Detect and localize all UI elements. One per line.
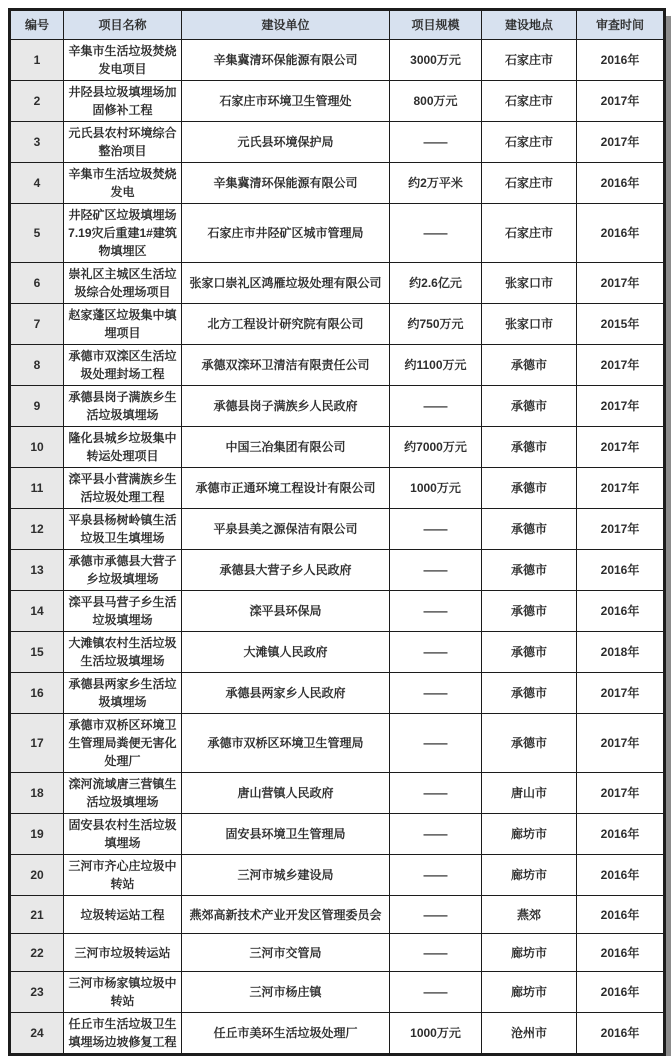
- cell-date: 2016年: [577, 163, 665, 204]
- cell-date: 2016年: [577, 591, 665, 632]
- header-unit: 建设单位: [182, 10, 390, 40]
- cell-id: 13: [10, 550, 64, 591]
- cell-name: 井陉县垃圾填埋场加固修补工程: [64, 81, 182, 122]
- cell-date: 2016年: [577, 204, 665, 263]
- cell-unit: 张家口崇礼区鸿雁垃圾处理有限公司: [182, 263, 390, 304]
- table-row: [10, 304, 665, 345]
- cell-id: 7: [10, 304, 64, 345]
- cell-scale: ——: [390, 550, 482, 591]
- cell-location: 承德市: [482, 386, 577, 427]
- projects-table: [8, 8, 666, 1056]
- cell-unit: 石家庄市井陉矿区城市管理局: [182, 204, 390, 263]
- cell-date: 2017年: [577, 714, 665, 773]
- cell-name: 崇礼区主城区生活垃圾综合处理场项目: [64, 263, 182, 304]
- cell-name: 固安县农村生活垃圾填埋场: [64, 814, 182, 855]
- cell-name: 承德县岗子满族乡生活垃圾填埋场: [64, 386, 182, 427]
- cell-unit: 三河市杨庄镇: [182, 972, 390, 1013]
- cell-name: 承德县两家乡生活垃圾填埋场: [64, 673, 182, 714]
- cell-unit: 唐山营镇人民政府: [182, 773, 390, 814]
- cell-location: 承德市: [482, 468, 577, 509]
- cell-location: 承德市: [482, 427, 577, 468]
- cell-id: 4: [10, 163, 64, 204]
- header-name: 项目名称: [64, 10, 182, 40]
- table-row: [10, 81, 665, 122]
- cell-location: 唐山市: [482, 773, 577, 814]
- cell-name: 隆化县城乡垃圾集中转运处理项目: [64, 427, 182, 468]
- table-header: [10, 10, 665, 40]
- header-scale: 项目规模: [390, 10, 482, 40]
- cell-scale: 约7000万元: [390, 427, 482, 468]
- cell-id: 20: [10, 855, 64, 896]
- cell-unit: 平泉县美之源保洁有限公司: [182, 509, 390, 550]
- cell-scale: 1000万元: [390, 468, 482, 509]
- cell-id: 15: [10, 632, 64, 673]
- table-row: [10, 345, 665, 386]
- cell-unit: 石家庄市环境卫生管理处: [182, 81, 390, 122]
- cell-scale: 3000万元: [390, 40, 482, 81]
- cell-unit: 中国三冶集团有限公司: [182, 427, 390, 468]
- cell-unit: 滦平县环保局: [182, 591, 390, 632]
- cell-id: 1: [10, 40, 64, 81]
- cell-date: 2017年: [577, 122, 665, 163]
- table-row: [10, 814, 665, 855]
- table-row: [10, 773, 665, 814]
- header-location: 建设地点: [482, 10, 577, 40]
- cell-location: 石家庄市: [482, 122, 577, 163]
- table-row: [10, 550, 665, 591]
- cell-location: 石家庄市: [482, 163, 577, 204]
- cell-date: 2016年: [577, 934, 665, 972]
- cell-location: 张家口市: [482, 263, 577, 304]
- cell-name: 滦平县小营满族乡生活垃圾处理工程: [64, 468, 182, 509]
- table-row: [10, 204, 665, 263]
- cell-name: 任丘市生活垃圾卫生填埋场边坡修复工程: [64, 1013, 182, 1055]
- table-row: [10, 40, 665, 81]
- cell-date: 2018年: [577, 632, 665, 673]
- cell-location: 承德市: [482, 509, 577, 550]
- cell-scale: ——: [390, 591, 482, 632]
- cell-unit: 承德市正通环境工程设计有限公司: [182, 468, 390, 509]
- cell-unit: 固安县环境卫生管理局: [182, 814, 390, 855]
- table-row: [10, 427, 665, 468]
- cell-date: 2016年: [577, 855, 665, 896]
- cell-name: 垃圾转运站工程: [64, 896, 182, 934]
- cell-date: 2017年: [577, 81, 665, 122]
- cell-location: 沧州市: [482, 1013, 577, 1055]
- cell-unit: 大滩镇人民政府: [182, 632, 390, 673]
- table-row: [10, 714, 665, 773]
- cell-name: 三河市齐心庄垃圾中转站: [64, 855, 182, 896]
- cell-id: 23: [10, 972, 64, 1013]
- cell-id: 12: [10, 509, 64, 550]
- cell-id: 19: [10, 814, 64, 855]
- cell-unit: 元氏县环境保护局: [182, 122, 390, 163]
- cell-scale: ——: [390, 122, 482, 163]
- table-row: [10, 632, 665, 673]
- cell-date: 2016年: [577, 814, 665, 855]
- cell-unit: 三河市交管局: [182, 934, 390, 972]
- cell-id: 2: [10, 81, 64, 122]
- cell-date: 2016年: [577, 40, 665, 81]
- cell-location: 石家庄市: [482, 204, 577, 263]
- cell-scale: ——: [390, 934, 482, 972]
- cell-id: 16: [10, 673, 64, 714]
- table-row: [10, 972, 665, 1013]
- cell-scale: 约2.6亿元: [390, 263, 482, 304]
- table-row: [10, 673, 665, 714]
- cell-scale: 约750万元: [390, 304, 482, 345]
- cell-scale: 800万元: [390, 81, 482, 122]
- cell-date: 2017年: [577, 427, 665, 468]
- cell-name: 承德市承德县大营子乡垃圾填埋场: [64, 550, 182, 591]
- table-row: [10, 386, 665, 427]
- cell-id: 18: [10, 773, 64, 814]
- cell-unit: 三河市城乡建设局: [182, 855, 390, 896]
- cell-scale: ——: [390, 204, 482, 263]
- cell-unit: 任丘市美环生活垃圾处理厂: [182, 1013, 390, 1055]
- cell-id: 8: [10, 345, 64, 386]
- cell-date: 2017年: [577, 263, 665, 304]
- cell-date: 2016年: [577, 896, 665, 934]
- cell-name: 辛集市生活垃圾焚烧发电: [64, 163, 182, 204]
- cell-scale: ——: [390, 714, 482, 773]
- cell-id: 10: [10, 427, 64, 468]
- cell-date: 2016年: [577, 550, 665, 591]
- cell-id: 17: [10, 714, 64, 773]
- cell-id: 3: [10, 122, 64, 163]
- cell-name: 赵家蓬区垃圾集中填埋项目: [64, 304, 182, 345]
- cell-scale: ——: [390, 509, 482, 550]
- cell-location: 廊坊市: [482, 972, 577, 1013]
- cell-id: 9: [10, 386, 64, 427]
- cell-scale: ——: [390, 673, 482, 714]
- table-row: [10, 1013, 665, 1055]
- cell-id: 21: [10, 896, 64, 934]
- cell-id: 22: [10, 934, 64, 972]
- table-body: [10, 40, 665, 1055]
- cell-unit: 承德县岗子满族乡人民政府: [182, 386, 390, 427]
- header-date: 审查时间: [577, 10, 665, 40]
- table-row: [10, 896, 665, 934]
- header-row: [10, 10, 665, 40]
- cell-unit: 辛集冀清环保能源有限公司: [182, 40, 390, 81]
- cell-date: 2017年: [577, 673, 665, 714]
- cell-date: 2017年: [577, 468, 665, 509]
- cell-unit: 承德市双桥区环境卫生管理局: [182, 714, 390, 773]
- cell-id: 24: [10, 1013, 64, 1055]
- cell-location: 燕郊: [482, 896, 577, 934]
- table-row: [10, 263, 665, 304]
- cell-location: 承德市: [482, 345, 577, 386]
- cell-location: 承德市: [482, 632, 577, 673]
- cell-scale: ——: [390, 773, 482, 814]
- cell-id: 14: [10, 591, 64, 632]
- cell-name: 辛集市生活垃圾焚烧发电项目: [64, 40, 182, 81]
- table-row: [10, 122, 665, 163]
- cell-name: 三河市杨家镇垃圾中转站: [64, 972, 182, 1013]
- cell-name: 井陉矿区垃圾填埋场7.19灾后重建1#建筑物填埋区: [64, 204, 182, 263]
- cell-date: 2017年: [577, 773, 665, 814]
- cell-name: 承德市双桥区环境卫生管理局粪便无害化处理厂: [64, 714, 182, 773]
- cell-name: 大滩镇农村生活垃圾生活垃圾填埋场: [64, 632, 182, 673]
- cell-location: 廊坊市: [482, 934, 577, 972]
- cell-scale: ——: [390, 386, 482, 427]
- cell-location: 廊坊市: [482, 855, 577, 896]
- table-row: [10, 163, 665, 204]
- cell-id: 5: [10, 204, 64, 263]
- cell-unit: 承德县两家乡人民政府: [182, 673, 390, 714]
- cell-scale: ——: [390, 972, 482, 1013]
- cell-scale: 约1100万元: [390, 345, 482, 386]
- cell-location: 张家口市: [482, 304, 577, 345]
- cell-date: 2017年: [577, 386, 665, 427]
- table-row: [10, 509, 665, 550]
- cell-name: 滦平县马营子乡生活垃圾填埋场: [64, 591, 182, 632]
- cell-location: 承德市: [482, 550, 577, 591]
- cell-location: 承德市: [482, 673, 577, 714]
- projects-table-wrapper: [8, 8, 666, 1056]
- cell-unit: 承德双滦环卫清洁有限责任公司: [182, 345, 390, 386]
- cell-location: 石家庄市: [482, 40, 577, 81]
- cell-date: 2016年: [577, 1013, 665, 1055]
- cell-date: 2015年: [577, 304, 665, 345]
- cell-scale: ——: [390, 855, 482, 896]
- cell-date: 2017年: [577, 345, 665, 386]
- cell-id: 6: [10, 263, 64, 304]
- cell-name: 承德市双滦区生活垃圾处理封场工程: [64, 345, 182, 386]
- cell-name: 三河市垃圾转运站: [64, 934, 182, 972]
- cell-scale: 约2万平米: [390, 163, 482, 204]
- cell-date: 2017年: [577, 509, 665, 550]
- table-row: [10, 468, 665, 509]
- table-row: [10, 855, 665, 896]
- table-row: [10, 591, 665, 632]
- cell-unit: 辛集冀清环保能源有限公司: [182, 163, 390, 204]
- cell-name: 滦河流域唐三营镇生活垃圾填埋场: [64, 773, 182, 814]
- cell-unit: 北方工程设计研究院有限公司: [182, 304, 390, 345]
- cell-scale: ——: [390, 632, 482, 673]
- cell-scale: 1000万元: [390, 1013, 482, 1055]
- cell-scale: ——: [390, 814, 482, 855]
- cell-location: 承德市: [482, 714, 577, 773]
- cell-location: 石家庄市: [482, 81, 577, 122]
- cell-name: 平泉县杨树岭镇生活垃圾卫生填埋场: [64, 509, 182, 550]
- cell-id: 11: [10, 468, 64, 509]
- cell-location: 承德市: [482, 591, 577, 632]
- cell-scale: ——: [390, 896, 482, 934]
- cell-location: 廊坊市: [482, 814, 577, 855]
- cell-date: 2016年: [577, 972, 665, 1013]
- cell-unit: 燕郊高新技术产业开发区管理委员会: [182, 896, 390, 934]
- cell-unit: 承德县大营子乡人民政府: [182, 550, 390, 591]
- table-row: [10, 934, 665, 972]
- header-id: 编号: [10, 10, 64, 40]
- cell-name: 元氏县农村环境综合整治项目: [64, 122, 182, 163]
